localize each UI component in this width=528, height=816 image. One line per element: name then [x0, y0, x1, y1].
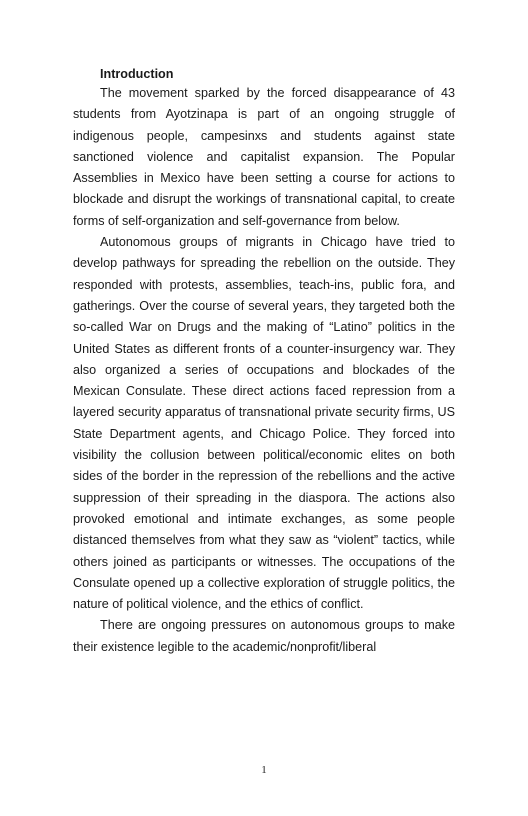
page-body [73, 65, 455, 658]
paragraph-2: Autonomous groups of migrants in Chicago have tried to develop pathways for spreading the rebellion on the outside. They responded with protests, assemblies, teach-ins, public fora, and gatherings. Over the course of several years, they targeted both the so-called War on Drugs and the making of “Latino” politics in the United States as different fronts of a counter-insurgency war. They also organized a series of occupations and blockades of the Mexican Consulate. These direct actions faced repression from a layered security apparatus of transnational private security firms, US State Department agents, and Chicago Police. They forced into visibility the collusion between political/economic elites on both sides of the border in the repression of the rebellions and the active suppression of their spreading in the diaspora. The actions also provoked emotional and intimate exchanges, as some people distanced themselves from what they saw as “violent” tactics, while others joined as participants or witnesses. The occupations of the Consulate opened up a collective exploration of struggle politics, the nature of political violence, and the ethics of conflict. [73, 235, 455, 612]
section-heading: Introduction [100, 67, 174, 81]
paragraph-1: The movement sparked by the forced disappearance of 43 students from Ayotzinapa is part of an ongoing struggle of indigenous people, campesinxs and students against state sanctioned violence and capitalist expansion. The Popular Assemblies in Mexico have been setting a course for actions to blockade and disrupt the workings of transnational capital, to create forms of self-organization and self-governance from below. [73, 86, 455, 228]
page-number: 1 [261, 764, 267, 776]
paragraph-3: There are ongoing pressures on autonomous groups to make their existence legible to the academic/nonprofit/liberal [73, 618, 455, 654]
